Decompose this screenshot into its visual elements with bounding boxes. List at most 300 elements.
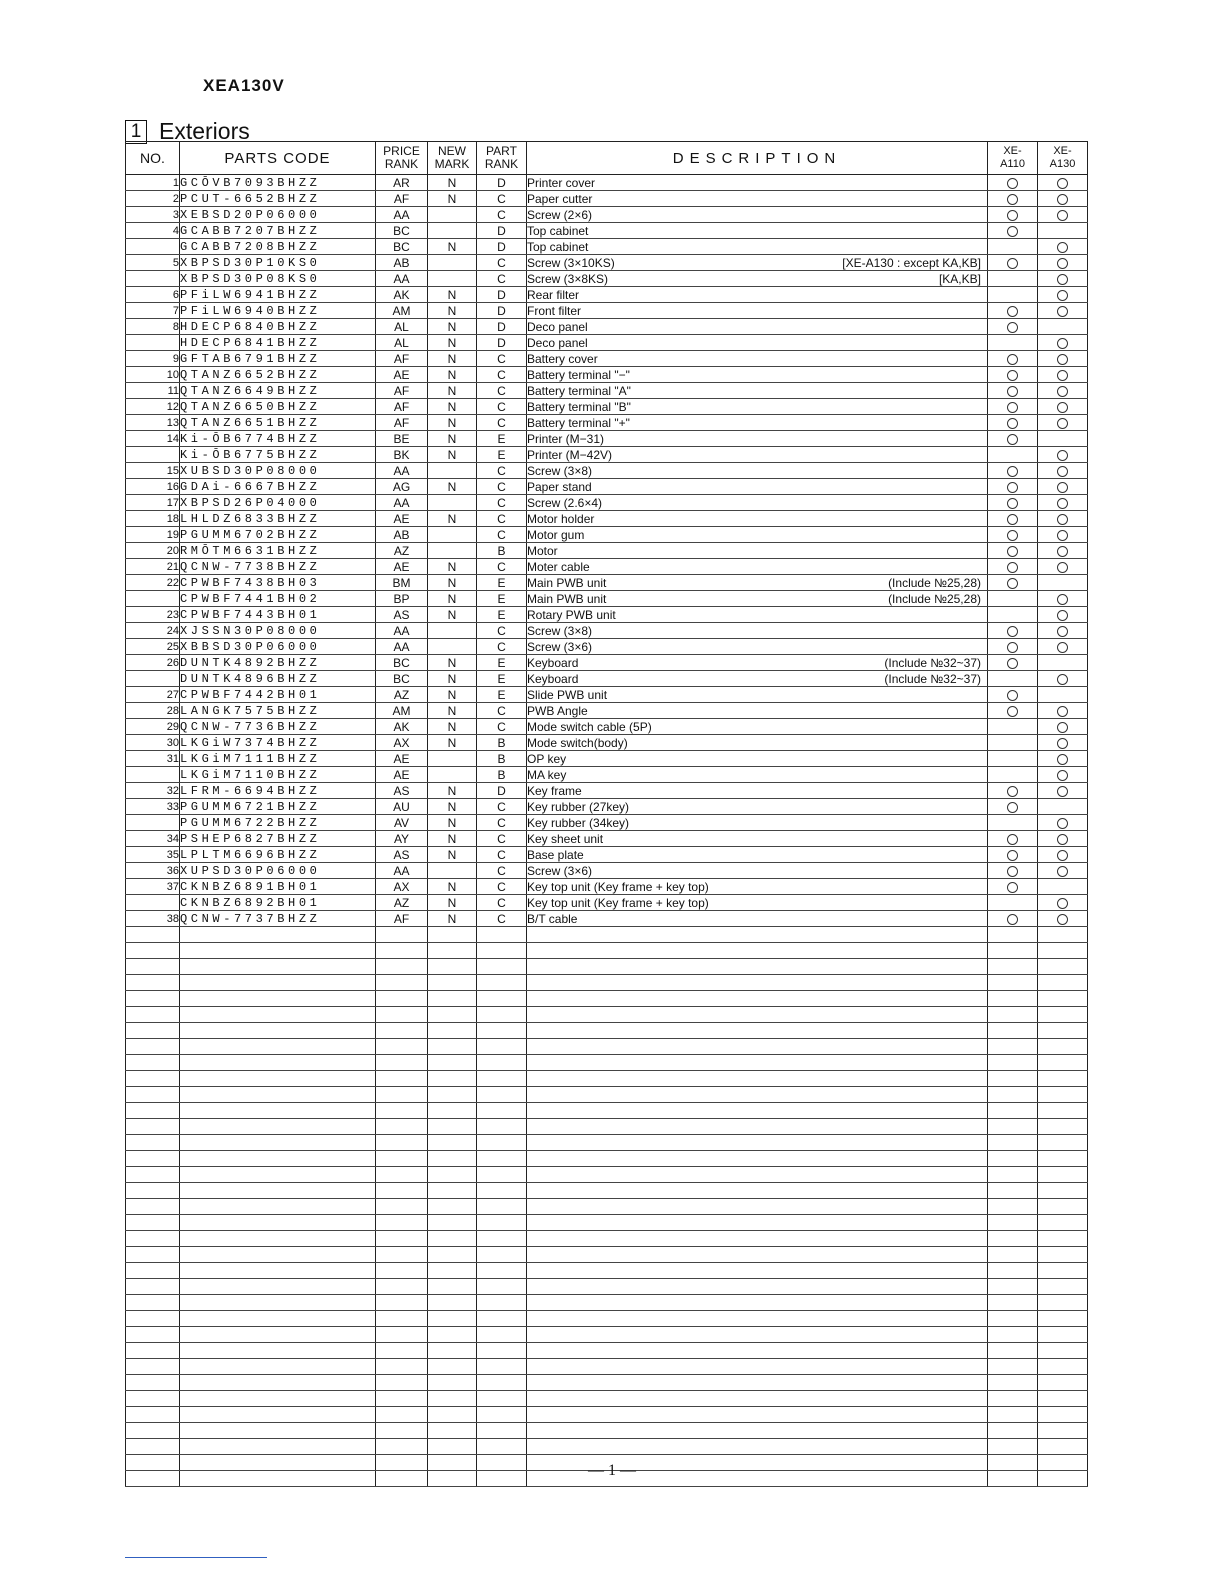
price-rank: AF <box>376 415 428 431</box>
parts-code: GFTAB6791BHZZ <box>180 351 376 367</box>
empty-cell <box>527 1279 988 1295</box>
empty-cell <box>428 1327 477 1343</box>
applicable-circle-icon <box>1057 754 1068 765</box>
parts-code: CKNBZ6891BH01 <box>180 879 376 895</box>
new-mark: N <box>428 191 477 207</box>
parts-code: GDAi-6667BHZZ <box>180 479 376 495</box>
empty-cell <box>126 1007 180 1023</box>
empty-cell <box>428 1439 477 1455</box>
table-row <box>126 719 1088 735</box>
parts-code: LPLTM6696BHZZ <box>180 847 376 863</box>
description <box>527 527 988 543</box>
empty-cell <box>1038 1263 1088 1279</box>
table-row <box>126 447 1088 463</box>
empty-cell <box>988 1135 1038 1151</box>
part-rank: C <box>477 495 527 511</box>
empty-row <box>126 943 1088 959</box>
price-rank: AZ <box>376 543 428 559</box>
description-text: Motor gum <box>527 527 585 542</box>
empty-cell <box>1038 1295 1088 1311</box>
model-a110-cell <box>988 799 1038 815</box>
empty-cell <box>428 1151 477 1167</box>
parts-code: XUBSD30P08000 <box>180 463 376 479</box>
empty-cell <box>376 1247 428 1263</box>
model-a110-cell <box>988 607 1038 623</box>
price-rank: AM <box>376 303 428 319</box>
empty-cell <box>988 1343 1038 1359</box>
new-mark: N <box>428 831 477 847</box>
empty-cell <box>988 1215 1038 1231</box>
empty-cell <box>988 943 1038 959</box>
empty-cell <box>428 1087 477 1103</box>
table-row <box>126 639 1088 655</box>
empty-row <box>126 1071 1088 1087</box>
table-row <box>126 543 1088 559</box>
empty-cell <box>527 1119 988 1135</box>
table-row <box>126 479 1088 495</box>
row-number: 6 <box>126 287 180 303</box>
model-a110-cell <box>988 511 1038 527</box>
description <box>527 687 988 703</box>
empty-cell <box>428 1055 477 1071</box>
empty-cell <box>527 1103 988 1119</box>
table-row <box>126 207 1088 223</box>
part-rank: D <box>477 239 527 255</box>
price-rank: AM <box>376 703 428 719</box>
model-a130-cell <box>1038 303 1088 319</box>
description-text: Printer cover <box>527 175 596 190</box>
new-mark <box>428 271 477 287</box>
applicable-circle-icon <box>1007 658 1018 669</box>
table-row <box>126 559 1088 575</box>
empty-cell <box>376 991 428 1007</box>
description <box>527 415 988 431</box>
description-text: Screw (3×6) <box>527 639 593 654</box>
empty-row <box>126 1359 1088 1375</box>
empty-cell <box>126 1439 180 1455</box>
parts-code: XBPSD30P10KS0 <box>180 255 376 271</box>
description <box>527 239 988 255</box>
empty-cell <box>988 975 1038 991</box>
table-row <box>126 607 1088 623</box>
table-row <box>126 671 1088 687</box>
description <box>527 655 988 671</box>
empty-cell <box>477 927 527 943</box>
empty-cell <box>1038 1119 1088 1135</box>
parts-code: LKGiM7111BHZZ <box>180 751 376 767</box>
table-row <box>126 815 1088 831</box>
part-rank: C <box>477 703 527 719</box>
table-row <box>126 495 1088 511</box>
description-text: Screw (2.6×4) <box>527 495 603 510</box>
parts-code: DUNTK4896BHZZ <box>180 671 376 687</box>
price-rank: AU <box>376 799 428 815</box>
description-text: Printer (M−42V) <box>527 447 613 462</box>
model-a130-cell <box>1038 879 1088 895</box>
part-rank: B <box>477 735 527 751</box>
row-number <box>126 671 180 687</box>
new-mark: N <box>428 447 477 463</box>
empty-cell <box>376 1295 428 1311</box>
empty-row <box>126 991 1088 1007</box>
model-a110-cell <box>988 191 1038 207</box>
empty-cell <box>126 991 180 1007</box>
part-rank: B <box>477 767 527 783</box>
description-text: Motor <box>527 543 558 558</box>
empty-cell <box>180 1423 376 1439</box>
empty-cell <box>1038 1087 1088 1103</box>
new-mark: N <box>428 287 477 303</box>
empty-cell <box>1038 1007 1088 1023</box>
empty-cell <box>988 927 1038 943</box>
empty-cell <box>477 1391 527 1407</box>
model-a130-cell <box>1038 863 1088 879</box>
applicable-circle-icon <box>1057 498 1068 509</box>
applicable-circle-icon <box>1057 354 1068 365</box>
row-number: 17 <box>126 495 180 511</box>
empty-cell <box>527 1327 988 1343</box>
empty-cell <box>527 1407 988 1423</box>
empty-cell <box>988 991 1038 1007</box>
price-rank: AX <box>376 879 428 895</box>
empty-cell <box>527 1183 988 1199</box>
row-number: 1 <box>126 175 180 191</box>
empty-cell <box>988 1119 1038 1135</box>
table-row <box>126 399 1088 415</box>
parts-code: CPWBF7442BH01 <box>180 687 376 703</box>
model-a130-cell <box>1038 207 1088 223</box>
parts-code: LANGK7575BHZZ <box>180 703 376 719</box>
applicable-circle-icon <box>1007 690 1018 701</box>
empty-cell <box>1038 927 1088 943</box>
description <box>527 463 988 479</box>
row-number: 23 <box>126 607 180 623</box>
empty-cell <box>180 1215 376 1231</box>
description <box>527 623 988 639</box>
empty-cell <box>1038 1199 1088 1215</box>
model-a110-cell <box>988 559 1038 575</box>
model-a110-cell <box>988 847 1038 863</box>
model-a130-cell <box>1038 511 1088 527</box>
model-a110-cell <box>988 271 1038 287</box>
description <box>527 719 988 735</box>
description-text: Keyboard <box>527 655 579 670</box>
applicable-circle-icon <box>1007 546 1018 557</box>
row-number: 10 <box>126 367 180 383</box>
row-number: 3 <box>126 207 180 223</box>
empty-cell <box>180 1055 376 1071</box>
description <box>527 223 988 239</box>
part-rank: C <box>477 895 527 911</box>
applicable-circle-icon <box>1057 866 1068 877</box>
description <box>527 255 988 271</box>
description-text: Front filter <box>527 303 582 318</box>
row-number <box>126 591 180 607</box>
price-rank: AE <box>376 511 428 527</box>
description <box>527 815 988 831</box>
part-rank: B <box>477 543 527 559</box>
description <box>527 767 988 783</box>
empty-cell <box>1038 1231 1088 1247</box>
model-a110-cell <box>988 671 1038 687</box>
parts-table-body <box>126 175 1088 1487</box>
model-a130-cell <box>1038 415 1088 431</box>
description <box>527 207 988 223</box>
new-mark: N <box>428 415 477 431</box>
empty-cell <box>428 1423 477 1439</box>
empty-cell <box>477 1055 527 1071</box>
description <box>527 591 988 607</box>
part-rank: C <box>477 719 527 735</box>
model-a110-cell <box>988 255 1038 271</box>
empty-cell <box>428 1263 477 1279</box>
parts-code: XBPSD30P08KS0 <box>180 271 376 287</box>
price-rank: AX <box>376 735 428 751</box>
empty-row <box>126 1119 1088 1135</box>
empty-cell <box>477 1087 527 1103</box>
empty-cell <box>180 1183 376 1199</box>
empty-cell <box>988 1359 1038 1375</box>
price-rank: AY <box>376 831 428 847</box>
model-a130-cell <box>1038 703 1088 719</box>
empty-cell <box>527 1167 988 1183</box>
row-number: 32 <box>126 783 180 799</box>
row-number: 28 <box>126 703 180 719</box>
parts-code: QCNW-7736BHZZ <box>180 719 376 735</box>
empty-cell <box>180 1167 376 1183</box>
description-text: Keyboard <box>527 671 579 686</box>
description-text: Main PWB unit <box>527 591 607 606</box>
empty-cell <box>1038 1407 1088 1423</box>
part-rank: E <box>477 671 527 687</box>
empty-cell <box>428 943 477 959</box>
parts-code: CPWBF7438BH03 <box>180 575 376 591</box>
new-mark: N <box>428 239 477 255</box>
price-rank: AA <box>376 271 428 287</box>
empty-cell <box>180 1071 376 1087</box>
empty-cell <box>477 1039 527 1055</box>
model-a130-cell <box>1038 639 1088 655</box>
description <box>527 895 988 911</box>
applicable-circle-icon <box>1007 434 1018 445</box>
empty-cell <box>527 1199 988 1215</box>
description-note: (Include №32~37) <box>884 671 981 686</box>
empty-cell <box>428 1135 477 1151</box>
new-mark: N <box>428 735 477 751</box>
empty-cell <box>477 975 527 991</box>
applicable-circle-icon <box>1007 226 1018 237</box>
empty-cell <box>527 1135 988 1151</box>
part-rank: C <box>477 399 527 415</box>
empty-row <box>126 1295 1088 1311</box>
applicable-circle-icon <box>1007 530 1018 541</box>
empty-cell <box>1038 991 1088 1007</box>
model-a130-cell <box>1038 559 1088 575</box>
empty-cell <box>376 975 428 991</box>
empty-cell <box>126 1327 180 1343</box>
empty-row <box>126 1439 1088 1455</box>
table-row <box>126 847 1088 863</box>
empty-cell <box>477 1135 527 1151</box>
applicable-circle-icon <box>1007 370 1018 381</box>
description <box>527 271 988 287</box>
header-part-rank <box>477 142 527 175</box>
empty-cell <box>527 1087 988 1103</box>
empty-cell <box>527 1247 988 1263</box>
table-row <box>126 575 1088 591</box>
empty-cell <box>376 1071 428 1087</box>
empty-cell <box>988 1311 1038 1327</box>
parts-table <box>125 141 1088 1487</box>
table-row <box>126 351 1088 367</box>
row-number <box>126 815 180 831</box>
empty-cell <box>180 1247 376 1263</box>
empty-cell <box>376 1311 428 1327</box>
part-rank: C <box>477 479 527 495</box>
empty-cell <box>180 975 376 991</box>
header-description: DESCRIPTION <box>527 142 988 175</box>
applicable-circle-icon <box>1007 866 1018 877</box>
price-rank: AK <box>376 719 428 735</box>
price-rank: AG <box>376 479 428 495</box>
row-number: 11 <box>126 383 180 399</box>
model-a110-cell <box>988 319 1038 335</box>
description-note: [XE-A130 : except KA,KB] <box>842 255 981 270</box>
parts-code: QCNW-7738BHZZ <box>180 559 376 575</box>
empty-cell <box>180 1103 376 1119</box>
applicable-circle-icon <box>1057 242 1068 253</box>
description-text: Key rubber (27key) <box>527 799 630 814</box>
part-rank: C <box>477 415 527 431</box>
row-number <box>126 271 180 287</box>
row-number: 19 <box>126 527 180 543</box>
price-rank: AL <box>376 319 428 335</box>
description <box>527 799 988 815</box>
empty-cell <box>126 975 180 991</box>
model-a130-cell <box>1038 431 1088 447</box>
part-rank: D <box>477 175 527 191</box>
description-note: (Include №25,28) <box>888 575 981 590</box>
table-row <box>126 527 1088 543</box>
description-text: Key sheet unit <box>527 831 604 846</box>
description-text: Top cabinet <box>527 239 589 254</box>
description <box>527 287 988 303</box>
table-row <box>126 911 1088 927</box>
empty-cell <box>428 1071 477 1087</box>
part-rank: D <box>477 223 527 239</box>
description-text: Battery terminal "−" <box>527 367 630 382</box>
empty-cell <box>988 1407 1038 1423</box>
new-mark: N <box>428 895 477 911</box>
empty-cell <box>376 1055 428 1071</box>
model-a130-cell <box>1038 623 1088 639</box>
model-a110-cell <box>988 623 1038 639</box>
new-mark <box>428 767 477 783</box>
applicable-circle-icon <box>1057 770 1068 781</box>
model-a110-cell <box>988 287 1038 303</box>
table-row <box>126 463 1088 479</box>
price-rank: AA <box>376 495 428 511</box>
applicable-circle-icon <box>1057 386 1068 397</box>
description <box>527 831 988 847</box>
description <box>527 431 988 447</box>
empty-row <box>126 1151 1088 1167</box>
model-a130-cell <box>1038 607 1088 623</box>
empty-cell <box>180 1151 376 1167</box>
empty-cell <box>1038 1039 1088 1055</box>
table-row <box>126 239 1088 255</box>
empty-cell <box>1038 1183 1088 1199</box>
price-rank: AV <box>376 815 428 831</box>
model-a130-cell <box>1038 175 1088 191</box>
new-mark <box>428 463 477 479</box>
model-a110-cell <box>988 175 1038 191</box>
empty-cell <box>527 943 988 959</box>
applicable-circle-icon <box>1007 802 1018 813</box>
empty-cell <box>527 1023 988 1039</box>
empty-cell <box>477 1359 527 1375</box>
applicable-circle-icon <box>1057 642 1068 653</box>
empty-row <box>126 1327 1088 1343</box>
description-text: PWB Angle <box>527 703 588 718</box>
parts-code: DUNTK4892BHZZ <box>180 655 376 671</box>
model-a130-cell <box>1038 367 1088 383</box>
table-row <box>126 511 1088 527</box>
empty-cell <box>180 1007 376 1023</box>
applicable-circle-icon <box>1057 562 1068 573</box>
model-a130-cell <box>1038 831 1088 847</box>
applicable-circle-icon <box>1007 418 1018 429</box>
applicable-circle-icon <box>1057 402 1068 413</box>
empty-cell <box>180 1359 376 1375</box>
empty-cell <box>428 1343 477 1359</box>
model-a130-cell <box>1038 383 1088 399</box>
new-mark: N <box>428 175 477 191</box>
new-mark <box>428 623 477 639</box>
new-mark: N <box>428 783 477 799</box>
applicable-circle-icon <box>1007 914 1018 925</box>
empty-cell <box>126 1135 180 1151</box>
empty-cell <box>1038 1343 1088 1359</box>
empty-cell <box>126 1055 180 1071</box>
table-row <box>126 287 1088 303</box>
empty-row <box>126 1167 1088 1183</box>
empty-cell <box>126 1103 180 1119</box>
description <box>527 511 988 527</box>
row-number: 30 <box>126 735 180 751</box>
empty-cell <box>376 1439 428 1455</box>
model-a130-cell <box>1038 687 1088 703</box>
new-mark: N <box>428 655 477 671</box>
empty-cell <box>988 1263 1038 1279</box>
empty-cell <box>1038 1423 1088 1439</box>
empty-cell <box>477 1231 527 1247</box>
price-rank: AE <box>376 751 428 767</box>
model-a130-cell <box>1038 735 1088 751</box>
model-a110-cell <box>988 911 1038 927</box>
description <box>527 383 988 399</box>
empty-cell <box>428 1407 477 1423</box>
empty-cell <box>527 1263 988 1279</box>
empty-row <box>126 1343 1088 1359</box>
new-mark: N <box>428 911 477 927</box>
table-row <box>126 431 1088 447</box>
part-rank: C <box>477 463 527 479</box>
empty-row <box>126 1183 1088 1199</box>
model-a130-cell <box>1038 655 1088 671</box>
description <box>527 879 988 895</box>
description <box>527 863 988 879</box>
